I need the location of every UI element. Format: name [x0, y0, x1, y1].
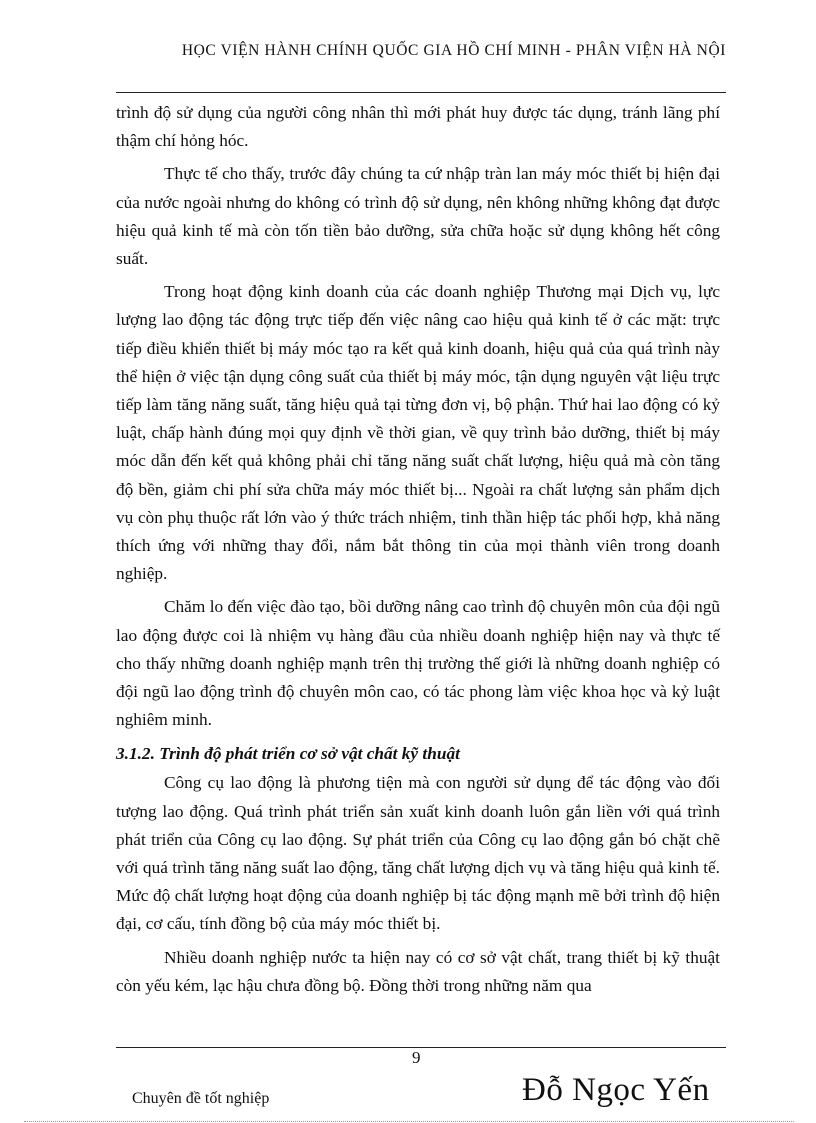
- page-edge-divider: [24, 1121, 794, 1122]
- section-heading: 3.1.2. Trình độ phát triển cơ sở vật chất kỹ thuật: [116, 744, 460, 764]
- paragraph: Thực tế cho thấy, trước đây chúng ta cứ nhập tràn lan máy móc thiết bị hiện đại của nước ngoài nhưng do không có trình độ sử dụng, nên không những không đạt được hiệu quả kinh tế mà còn tốn tiền bảo dưỡng, sửa chữa hoặc sử dụng không hết công suất.: [116, 164, 720, 269]
- page-header: HỌC VIỆN HÀNH CHÍNH QUỐC GIA HỒ CHÍ MINH - PHÂN VIỆN HÀ NỘI: [181, 42, 726, 59]
- footer-document-type: Chuyên đề tốt nghiệp: [132, 1090, 270, 1107]
- paragraph-continuation: trình độ sử dụng của người công nhân thì mới phát huy được tác dụng, tránh lãng phí thậm chí hỏng hóc.: [116, 103, 720, 151]
- paragraph: Trong hoạt động kinh doanh của các doanh nghiệp Thương mại Dịch vụ, lực lượng lao động tác động trực tiếp đến việc nâng cao hiệu quả kinh tế ở các mặt: trực tiếp điều khiển thiết bị máy móc tạo ra kết quả kinh doanh, hiệu quả của quá trình này thể hiện ở việc tận dụng công suất của thiết bị máy móc, tận dụng nguyên vật liệu trực tiếp làm tăng năng suất, tăng hiệu quả tại từng đơn vị, bộ phận. Thứ hai lao động có kỷ luật, chấp hành đúng mọi quy định về thời gian, về quy trình bảo dưỡng, thiết bị máy móc dẫn đến kết quả không phải chỉ tăng năng suất chất lượng, hiệu quả mà còn tăng độ bền, giảm chi phí sửa chữa máy móc thiết bị... Ngoài ra chất lượng sản phẩm dịch vụ còn phụ thuộc rất lớn vào ý thức trách nhiệm, tinh thần hiệp tác phối hợp, khả năng thích ứng với những thay đổi, nắm bắt thông tin của mọi thành viên trong doanh nghiệp.: [116, 282, 720, 584]
- paragraph: Nhiều doanh nghiệp nước ta hiện nay có cơ sở vật chất, trang thiết bị kỹ thuật còn yếu kém, lạc hậu chưa đồng bộ. Đồng thời trong những năm qua: [116, 947, 720, 995]
- paragraph: Chăm lo đến việc đào tạo, bồi dưỡng nâng cao trình độ chuyên môn của đội ngũ lao động được coi là nhiệm vụ hàng đầu của nhiều doanh nghiệp hiện nay và thực tế cho thấy những doanh nghiệp mạnh trên thị trường thế giới là những doanh nghiệp có đội ngũ lao động trình độ chuyên môn cao, có tác phong làm việc khoa học và kỷ luật nghiêm minh.: [116, 597, 720, 730]
- document-body: [116, 99, 720, 1005]
- footer-author: Đỗ Ngọc Yến: [522, 1072, 710, 1108]
- header-divider: [116, 92, 726, 93]
- page-number: 9: [412, 1048, 421, 1067]
- paragraph: Công cụ lao động là phương tiện mà con người sử dụng để tác động vào đối tượng lao động. Quá trình phát triển sản xuất kinh doanh luôn gắn liền với quá trình phát triển của Công cụ lao động. Sự phát triển của Công cụ lao động gắn bó chặt chẽ với quá trình tăng năng suất lao động, tăng chất lượng dịch vụ và tăng hiệu quả kinh tế. Mức độ chất lượng hoạt động của doanh nghiệp bị tác động mạnh mẽ bởi trình độ hiện đại, cơ cấu, tính đồng bộ của máy móc thiết bị.: [116, 773, 720, 934]
- footer-divider: [116, 1047, 726, 1048]
